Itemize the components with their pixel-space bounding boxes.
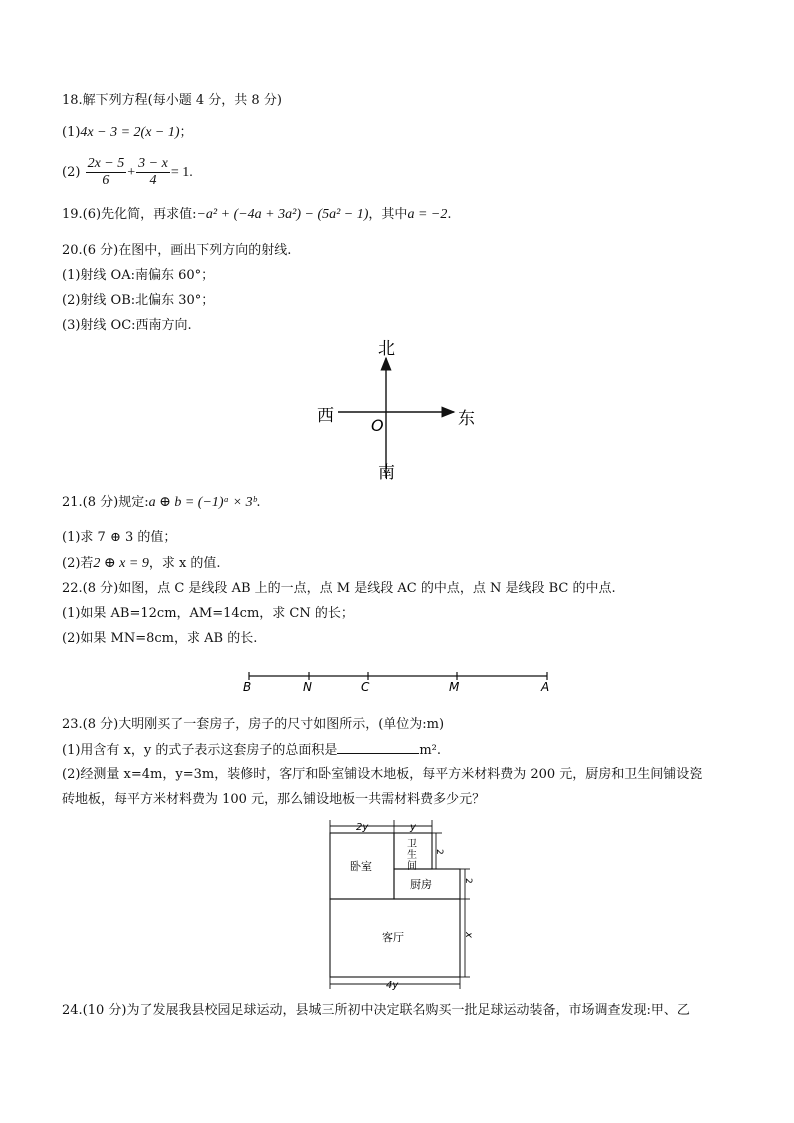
q18-fraction-2-denominator: 4	[149, 173, 157, 188]
dim-4y-label: 4y	[386, 980, 399, 991]
q21-part2-equation: 2 ⊕ x = 9	[93, 556, 149, 571]
q21-rule: a ⊕ b = (−1)ᵃ × 3ᵇ	[148, 495, 257, 510]
q23-part1-a: (1)用含有 x，y 的式子表示这套房子的总面积是	[62, 743, 338, 758]
q23-part2-line1: (2)经测量 x=4m，y=3m，装修时，客厅和卧室铺设木地板，每平方米材料费为 200 元，厨房和卫生间铺设瓷	[62, 767, 703, 782]
q22-part2: (2)如果 MN=8cm，求 AB 的长.	[62, 631, 258, 646]
q22-part1: (1)如果 AB=12cm，AM=14cm，求 CN 的长；	[62, 606, 354, 621]
point-n-label: N	[303, 680, 312, 694]
q23-part2-line2: 砖地板，每平方米材料费为 100 元，那么铺设地板一共需材料费多少元？	[62, 792, 486, 807]
q24-text: 24.(10 分)为了发展我县校园足球运动，县城三所初中决定联名购买一批足球运动装备，市场调查发现:甲、乙	[62, 1003, 690, 1018]
q18-part2	[62, 156, 193, 189]
dim-x-label: x	[463, 932, 474, 938]
q18-part2-label: (2)	[62, 165, 81, 180]
bathroom-label-3: 间	[407, 861, 417, 872]
floor-plan-diagram	[322, 817, 482, 992]
dim-2y-label: 2y	[356, 822, 369, 833]
compass-diagram	[300, 334, 490, 484]
q20-heading: 20.(6 分)在图中，画出下列方向的射线.	[62, 243, 292, 258]
q19-expression: −a² + (−4a + 3a²) − (5a² − 1)	[196, 207, 369, 222]
q19-mid: ，其中	[368, 207, 408, 222]
south-label: 南	[378, 463, 395, 483]
q21-part1: (1)求 7 ⊕ 3 的值；	[62, 530, 177, 545]
q23-part1	[62, 741, 441, 760]
point-b-label: B	[243, 680, 252, 694]
q18-part2-rhs: = 1.	[170, 165, 193, 180]
q18-fraction-1-denominator: 6	[102, 173, 110, 188]
east-label: 东	[458, 409, 475, 429]
north-label: 北	[378, 339, 395, 359]
q19-line	[62, 206, 451, 224]
q18-fraction-1-numerator: 2x − 5	[87, 156, 125, 171]
point-c-label: C	[361, 680, 370, 694]
q19-condition: a = −2	[407, 207, 448, 222]
q18-part1	[62, 124, 193, 142]
dim-bath-height-label: 2	[434, 849, 444, 855]
q20-item-1: (1)射线 OA:南偏东 60°；	[62, 268, 215, 283]
q21-end: .	[256, 495, 261, 510]
dim-y-label: y	[410, 822, 416, 833]
answer-blank	[337, 741, 419, 754]
q20-item-3: (3)射线 OC:西南方向.	[62, 318, 192, 333]
q21-prefix: 21.(8 分)规定:	[62, 495, 149, 510]
kitchen-label: 厨房	[410, 878, 432, 891]
bathroom-label-2: 生	[407, 850, 417, 861]
q23-heading: 23.(8 分)大明刚买了一套房子，房子的尺寸如图所示，(单位为:m)	[62, 717, 445, 732]
bathroom-label-1: 卫	[407, 839, 417, 850]
q18-fraction-2-numerator: 3 − x	[138, 156, 168, 171]
q18-part1-end: ；	[179, 125, 193, 140]
q22-heading: 22.(8 分)如图，点 C 是线段 AB 上的一点，点 M 是线段 AC 的中点，点 N 是线段 BC 的中点.	[62, 581, 616, 596]
dim-kitchen-height-label: 2	[463, 878, 473, 884]
q18-heading: 18.解下列方程(每小题 4 分，共 8 分)	[62, 93, 282, 108]
west-label: 西	[317, 406, 334, 426]
q19-prefix: 19.(6)先化简，再求值:	[62, 207, 197, 222]
point-m-label: M	[449, 680, 460, 694]
q19-end: .	[447, 207, 452, 222]
q21-part2-a: (2)若	[62, 556, 94, 571]
q18-fraction-2	[136, 156, 170, 189]
q21-part2	[62, 555, 221, 573]
point-a-label: A	[541, 680, 550, 694]
q18-fraction-1	[86, 156, 127, 189]
q18-part1-equation: 4x − 3 = 2(x − 1)	[80, 125, 180, 140]
segment-diagram	[235, 664, 565, 696]
q18-part1-label: (1)	[62, 125, 81, 140]
q21-part2-b: ，求 x 的值.	[148, 556, 221, 571]
bedroom-label: 卧室	[350, 860, 372, 873]
origin-label: O	[371, 416, 384, 435]
q20-item-2: (2)射线 OB:北偏东 30°；	[62, 293, 215, 308]
q21-line	[62, 494, 261, 512]
q18-plus-sign: +	[127, 165, 136, 180]
living-room-label: 客厅	[382, 931, 404, 944]
q23-part1-b: m².	[419, 743, 442, 758]
